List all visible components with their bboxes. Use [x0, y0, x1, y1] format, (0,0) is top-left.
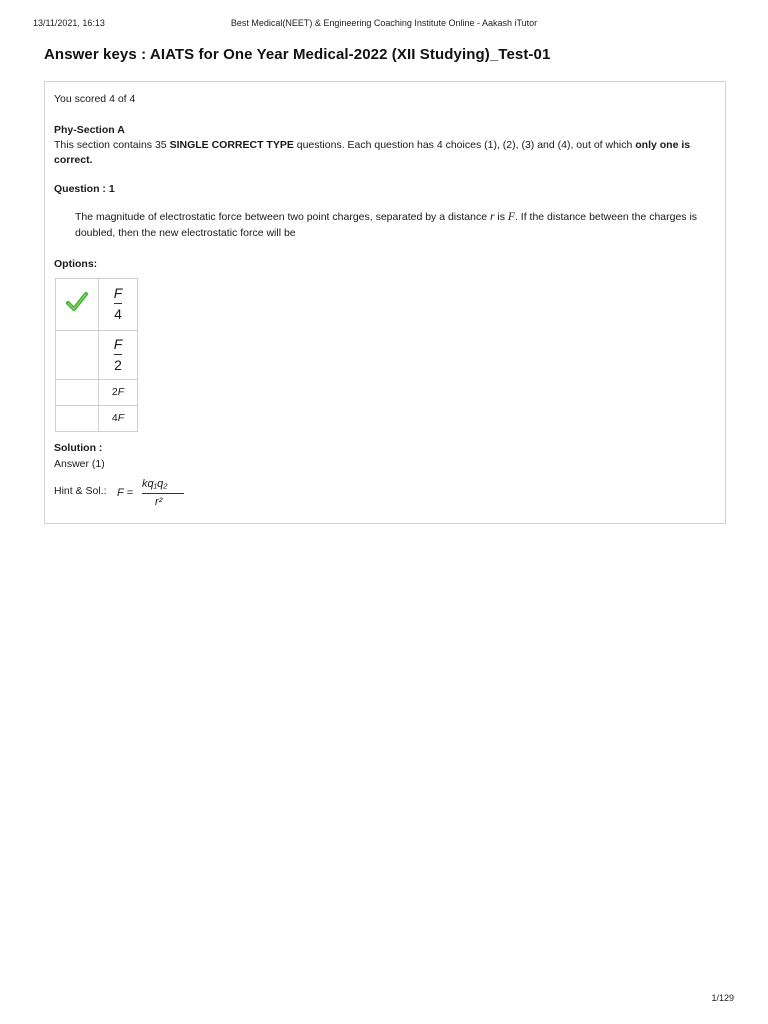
- score-text: You scored 4 of 4: [54, 93, 136, 105]
- option-4-coefficient: 4: [111, 412, 118, 424]
- answer-text: Answer (1): [54, 458, 105, 470]
- desc-middle: questions. Each question has 4 choices (1), (2), (3) and (4), out of which: [293, 139, 636, 151]
- option-2-value: [99, 331, 138, 380]
- formula-numerator: kq₁q₂: [142, 478, 168, 490]
- option-3-coefficient: 2: [111, 386, 118, 398]
- desc-only-one-correct: only one is correct.: [54, 139, 691, 166]
- page-number: 1/129: [711, 993, 734, 1003]
- option-3-variable: F: [117, 386, 125, 398]
- option-2-denominator: 2: [114, 356, 122, 373]
- print-site-title: Best Medical(NEET) & Engineering Coaching Institute Online - Aakash iTutor: [230, 18, 538, 28]
- formula-lhs: F =: [117, 487, 134, 499]
- option-3-marker: [56, 380, 99, 406]
- option-1-numerator: F: [113, 285, 123, 301]
- desc-question-type: SINGLE CORRECT TYPE: [169, 139, 294, 151]
- hint-label: Hint & Sol.:: [54, 485, 107, 497]
- option-2-marker: [56, 331, 99, 380]
- option-row-3: [56, 380, 138, 406]
- check-mark-icon: [66, 304, 88, 316]
- option-row-4: [56, 406, 138, 432]
- print-header: [0, 18, 768, 32]
- question-text: [75, 209, 705, 241]
- option-1-marker: [56, 279, 99, 331]
- option-4-marker: [56, 406, 99, 432]
- option-row-1: [56, 279, 138, 331]
- variable-r: r: [490, 211, 495, 223]
- print-datetime: 13/11/2021, 16:13: [33, 18, 105, 28]
- coulomb-formula: [117, 476, 237, 516]
- formula-fraction-bar: [142, 493, 184, 494]
- option-1-value: [99, 279, 138, 331]
- page-title: Answer keys : AIATS for One Year Medical-2022 (XII Studying)_Test-01: [44, 46, 551, 63]
- option-3-value: [99, 380, 138, 406]
- option-1-denominator: 4: [114, 306, 122, 322]
- option-4-value: [99, 406, 138, 432]
- options-label: Options:: [54, 258, 98, 270]
- section-description: [54, 138, 716, 168]
- formula-denominator: r²: [155, 496, 163, 508]
- question-text-part: The magnitude of electrostatic force between two point charges, separated by a distance: [75, 211, 490, 223]
- option-row-2: [56, 331, 138, 380]
- solution-label: Solution :: [54, 442, 103, 454]
- option-2-numerator: F: [113, 335, 123, 352]
- question-label: Question : 1: [54, 183, 115, 195]
- section-title: Phy-Section A: [54, 124, 125, 136]
- variable-F: F: [507, 211, 515, 223]
- answer-panel: [44, 81, 726, 524]
- question-text-part: . If the distance between the charges is doubled, then the new electrostatic force will be: [75, 211, 698, 239]
- question-text-part: is: [494, 211, 508, 223]
- options-table: [55, 278, 138, 432]
- option-4-variable: F: [117, 412, 125, 424]
- desc-prefix: This section contains 35: [54, 139, 170, 151]
